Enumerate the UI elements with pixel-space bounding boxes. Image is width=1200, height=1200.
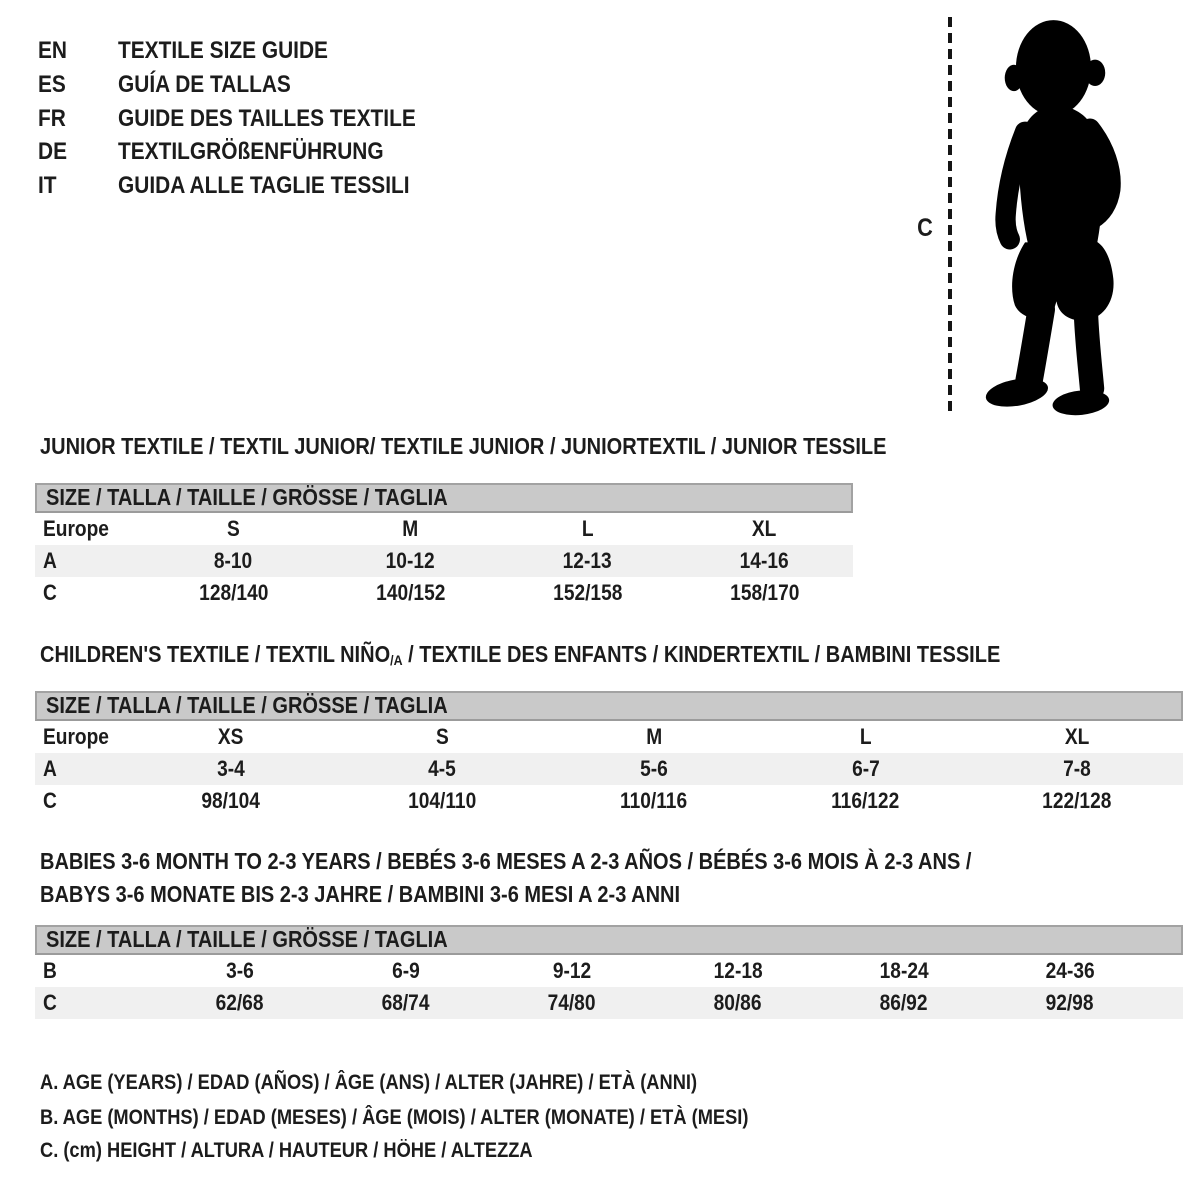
table-row xyxy=(35,577,853,609)
language-code: FR xyxy=(38,105,66,132)
value-cell: 158/170 xyxy=(729,580,800,605)
value-cell: 86/92 xyxy=(880,990,928,1015)
babies-section-heading-line2: BABYS 3-6 MONATE BIS 2-3 JAHRE / BAMBINI 3-6 MESI A 2-3 ANNI xyxy=(40,881,681,907)
table-row xyxy=(35,753,1183,785)
table-row xyxy=(35,987,1183,1019)
size-cell: XL xyxy=(1064,724,1090,749)
language-title: TEXTILE SIZE GUIDE xyxy=(118,37,328,64)
height-measure-label: C xyxy=(917,214,933,242)
value-cell: 152/158 xyxy=(552,580,623,605)
legend-line-a: A. AGE (YEARS) / EDAD (AÑOS) / ÂGE (ANS) / ALTER (JAHRE) / ETÀ (ANNI) xyxy=(40,1071,698,1094)
language-row xyxy=(38,105,460,133)
table-row xyxy=(35,513,853,545)
toddler-silhouette-icon xyxy=(966,15,1146,421)
value-cell: 6-7 xyxy=(851,756,880,781)
language-title: GUIDE DES TAILLES TEXTILE xyxy=(118,105,416,132)
size-cell: S xyxy=(227,516,240,541)
value-cell: 80/86 xyxy=(714,990,762,1015)
value-cell: 14-16 xyxy=(740,548,789,573)
language-code: ES xyxy=(38,71,66,98)
value-cell: 12-18 xyxy=(713,958,763,983)
table-row xyxy=(35,785,1183,817)
size-cell: M xyxy=(646,724,662,749)
value-cell: 92/98 xyxy=(1046,990,1094,1015)
value-cell: 62/68 xyxy=(216,990,264,1015)
size-cell: XL xyxy=(752,516,777,541)
height-dashed-line xyxy=(948,17,952,417)
heading-subscript: /A xyxy=(390,653,403,669)
row-label: C xyxy=(43,990,57,1015)
value-cell: 10-12 xyxy=(386,548,435,573)
language-code: EN xyxy=(38,37,68,64)
language-title: TEXTILGRÖßENFÜHRUNG xyxy=(118,138,384,165)
row-label: A xyxy=(43,548,57,573)
table-row xyxy=(35,545,853,577)
size-cell: L xyxy=(581,516,594,541)
size-header-bar: SIZE / TALLA / TAILLE / GRÖSSE / TAGLIA xyxy=(35,483,853,513)
value-cell: 6-9 xyxy=(392,958,420,983)
value-cell: 18-24 xyxy=(879,958,929,983)
language-row xyxy=(38,71,317,99)
value-cell: 122/128 xyxy=(1042,788,1112,813)
value-cell: 8-10 xyxy=(214,548,253,573)
value-cell: 5-6 xyxy=(640,756,668,781)
row-label: C xyxy=(43,580,57,605)
value-cell: 24-36 xyxy=(1045,958,1095,983)
value-cell: 128/140 xyxy=(198,580,269,605)
junior-size-table xyxy=(35,483,853,609)
legend-line-b: B. AGE (MONTHS) / EDAD (MESES) / ÂGE (MOIS) / ALTER (MONATE) / ETÀ (MESI) xyxy=(40,1106,749,1129)
row-label: B xyxy=(43,958,57,983)
value-cell: 3-6 xyxy=(226,958,254,983)
row-label: A xyxy=(43,756,57,781)
value-cell: 7-8 xyxy=(1063,756,1092,781)
size-header-bar: SIZE / TALLA / TAILLE / GRÖSSE / TAGLIA xyxy=(35,691,1183,721)
row-label: Europe xyxy=(43,724,109,749)
value-cell: 4-5 xyxy=(428,756,457,781)
value-cell: 12-13 xyxy=(563,548,612,573)
language-row xyxy=(38,138,423,166)
value-cell: 3-4 xyxy=(216,756,245,781)
size-cell: S xyxy=(436,724,449,749)
value-cell: 98/104 xyxy=(201,788,261,813)
value-cell: 68/74 xyxy=(382,990,430,1015)
table-row xyxy=(35,721,1183,753)
language-code: DE xyxy=(38,138,68,165)
value-cell: 9-12 xyxy=(552,958,592,983)
value-cell: 140/152 xyxy=(375,580,446,605)
children-size-table xyxy=(35,691,1183,817)
size-cell: L xyxy=(859,724,872,749)
value-cell: 74/80 xyxy=(548,990,596,1015)
language-row xyxy=(38,172,453,200)
language-code: IT xyxy=(38,172,57,199)
babies-size-table xyxy=(35,925,1183,1019)
size-cell: M xyxy=(402,516,419,541)
size-header-bar: SIZE / TALLA / TAILLE / GRÖSSE / TAGLIA xyxy=(35,925,1183,955)
junior-section-heading: JUNIOR TEXTILE / TEXTIL JUNIOR/ TEXTILE JUNIOR / JUNIORTEXTIL / JUNIOR TESSILE xyxy=(40,433,887,459)
language-title: GUIDA ALLE TAGLIE TESSILI xyxy=(118,172,410,199)
language-row xyxy=(38,37,359,65)
row-label: C xyxy=(43,788,57,813)
value-cell: 116/122 xyxy=(831,788,900,813)
table-row xyxy=(35,955,1183,987)
legend-line-c: C. (cm) HEIGHT / ALTURA / HAUTEUR / HÖHE / ALTEZZA xyxy=(40,1139,533,1162)
children-section-heading: CHILDREN'S TEXTILE / TEXTIL NIÑO/A / TEXTILE DES ENFANTS / KINDERTEXTIL / BAMBINI TESSILE xyxy=(40,641,1001,669)
language-title: GUÍA DE TALLAS xyxy=(118,71,291,98)
value-cell: 104/110 xyxy=(408,788,477,813)
row-label: Europe xyxy=(43,516,109,541)
size-cell: XS xyxy=(218,724,244,749)
value-cell: 110/116 xyxy=(620,788,688,813)
babies-section-heading-line1: BABIES 3-6 MONTH TO 2-3 YEARS / BEBÉS 3-6 MESES A 2-3 AÑOS / BÉBÉS 3-6 MOIS À 2-3 ANS / xyxy=(40,848,972,874)
